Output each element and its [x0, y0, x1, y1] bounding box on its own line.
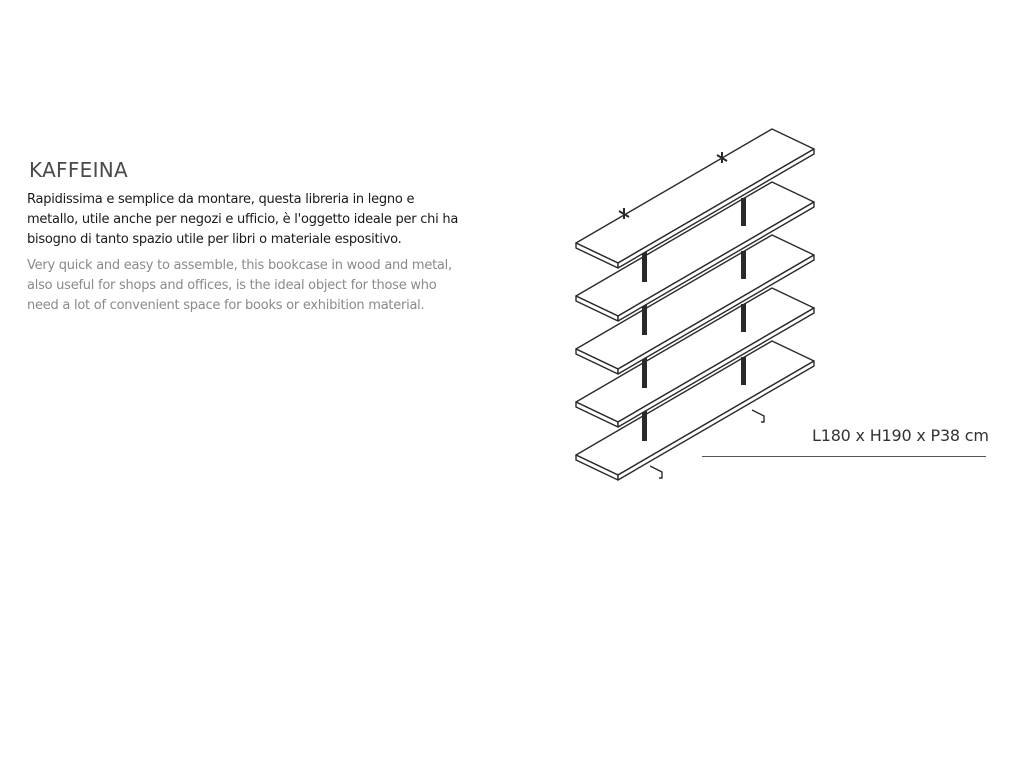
dimensions-underline	[702, 456, 986, 457]
shelf-leg-right	[741, 304, 746, 332]
foot-right	[752, 410, 764, 422]
shelf-leg-right	[741, 198, 746, 226]
description-english: Very quick and easy to assemble, this bookcase in wood and metal, also useful for shops and offices, is the ideal object for those who need a lot of convenient space for books or exhibition material.	[27, 258, 452, 313]
foot-left	[650, 466, 662, 478]
bookcase-drawing-icon	[560, 120, 840, 500]
dimensions-label: L180 x H190 x P38 cm	[812, 426, 989, 445]
shelf-leg-left	[642, 411, 647, 441]
shelf-leg-left	[642, 358, 647, 388]
description-italian: Rapidissima e semplice da montare, questa libreria in legno e metallo, utile anche per negozi e ufficio, è l'oggetto ideale per chi ha bisogno di tanto spazio utile per libri o materiale espositivo.	[27, 192, 459, 247]
product-title: KAFFEINA	[29, 158, 129, 182]
shelf-leg-right	[741, 357, 746, 385]
shelf-leg-left	[642, 305, 647, 335]
product-text-block	[27, 158, 467, 316]
shelf-leg-left	[642, 252, 647, 282]
shelf-leg-right	[741, 251, 746, 279]
